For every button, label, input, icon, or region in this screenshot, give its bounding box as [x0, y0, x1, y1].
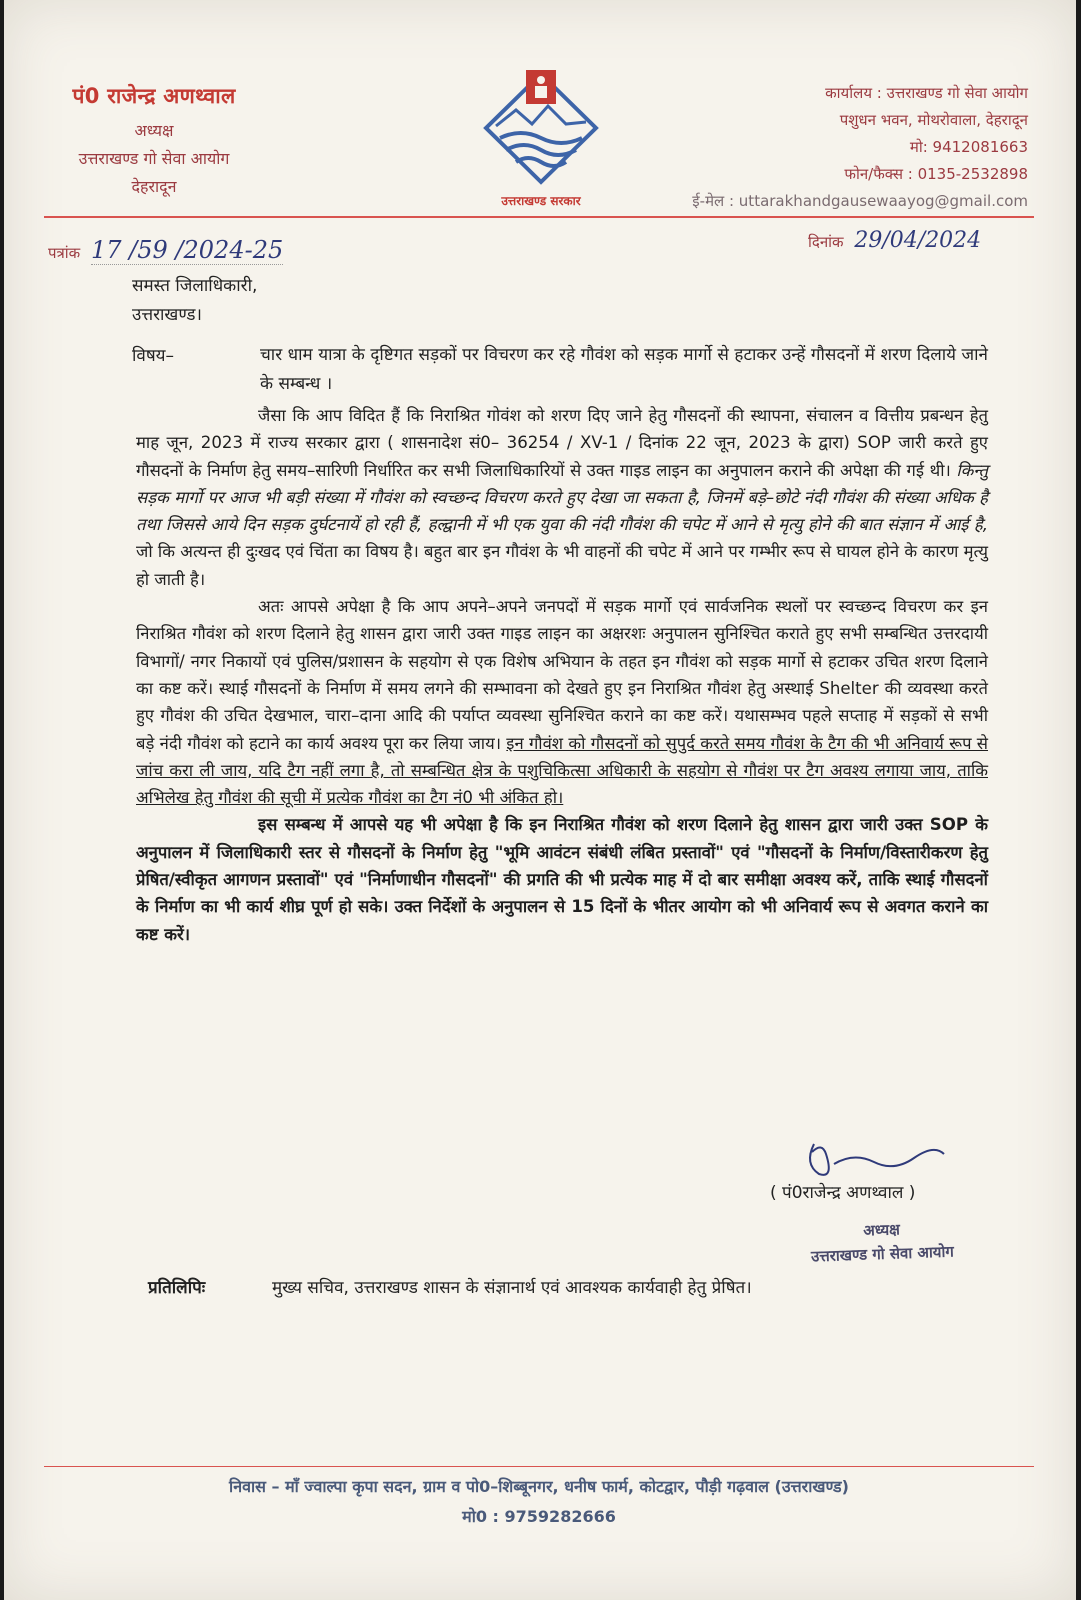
emblem-logo-icon [466, 66, 616, 190]
header-divider [44, 216, 1034, 218]
sender-org: उत्तराखण्ड गो सेवा आयोग [78, 149, 230, 168]
paragraph-3 [136, 811, 988, 947]
footer-residence: निवास – माँ ज्वाल्पा कृपा सदन, ग्राम व पो0–शिब्बूनगर, धनीष फार्म, कोटद्वार, पौड़ी गढ़वाल (उत्तराखण्ड) [229, 1477, 849, 1496]
emblem-caption: उत्तराखण्ड सरकार [501, 194, 581, 208]
uttarakhand-emblem [466, 66, 616, 216]
sender-name: पं0 राजेन्द्र अणथ्वाल [72, 84, 236, 108]
p1-text-a: जैसा कि आप विदित हैं कि निराश्रित गोवंश को शरण दिए जाने हेतु गौसदनों की स्थापना, संचालन व वित्तीय प्रबन्धन हेतु माह जून, 2023 में राज्य सरकार द्वारा ( शासनादेश सं0– 36254 / XV-1 / दिनांक 22 जून, 2023 के द्वारा) SOP जारी करते हुए गौसदनों के निर्माण हेतु समय–सारिणी निर्धारित कर सभी जिलाधिकारियों से उक्त गाइड लाइन का अनुपालन कराने की अपेक्षा की गई थी। [136, 406, 988, 480]
p1-text-c: जो कि अत्यन्त ही दुःखद एवं चिंता का विषय है। बहुत बार इन गौवंश के भी वाहनों की चपेट में आने पर गम्भीर रूप से घायल होने के कारण मृत्यु हो जाती है। [136, 542, 988, 589]
patrank-label: पत्रांक [48, 244, 81, 262]
paragraph-1 [136, 402, 988, 593]
stamp-line1: अध्यक्ष [862, 1220, 901, 1240]
cc-label: प्रतिलिपिः [148, 1278, 206, 1298]
subject-text: चार धाम यात्रा के दृष्टिगत सड़कों पर विचरण कर रहे गौवंश को सड़क मार्गो से हटाकर उन्हें गौसदनों में शरण दिलाये जाने के सम्बन्ध । [260, 345, 988, 394]
p3-text-bold: इस सम्बन्ध में आपसे यह भी अपेक्षा है कि इन निराश्रित गौवंश को शरण दिलाने हेतु शासन द्वारा जारी उक्त SOP के अनुपालन में जिलाधिकारी स्तर से गौसदनों के निर्माण हेतु "भूमि आवंटन संबंधी लंबित प्रस्तावों" एवं "गौसदनों के निर्माण/विस्तारीकरण हेतु प्रेषित/स्वीकृत आगणन प्रस्तावों" एवं "निर्माणाधीन गौसदनों" की प्रगति की भी प्रत्येक माह में दो बार समीक्षा अवश्य करें, ताकि स्थाई गौसदनों के निर्माण का भी कार्य शीघ्र पूर्ण हो सके। उक्त निर्देशों के अनुपालन से 15 दिनों के भीतर आयोग को भी अनिवार्य रूप से अवगत कराने का कष्ट करें। [136, 815, 988, 944]
reference-number [48, 236, 283, 264]
footer-mobile: मो0 : 9759282666 [462, 1507, 616, 1526]
office-contact-block [688, 80, 1028, 215]
designation-stamp [781, 1215, 983, 1270]
sender-designation: अध्यक्ष [134, 121, 174, 140]
date-label: दिनांक [808, 233, 844, 251]
patrank-value: 17 /59 /2024-25 [91, 236, 284, 264]
date-value: 29/04/2024 [854, 228, 982, 253]
p2-text-a: अतः आपसे अपेक्षा है कि आप अपने–अपने जनपदों में सड़क मार्गो एवं सार्वजनिक स्थलों पर स्वच्छन्द विचरण कर इन निराश्रित गौवंश को शरण दिलाने हेतु शासन द्वारा जारी उक्त गाइड लाइन का अक्षरशः अनुपालन सुनिश्चित कराते हुए सभी सम्बन्धित उत्तरदायी विभागों/ नगर निकायों एवं पुलिस/प्रशासन के सहयोग से एक विशेष अभियान के तहत इन गौवंश को सड़क मार्गो से हटाकर उचित शरण दिलाने का कष्ट करें। स्थाई गौसदनों के निर्माण में समय लगने की सम्भावना को देखते हुए इन निराश्रित गौवंश हेतु अस्थाई Shelter की व्यवस्था करते हुए गौवंश की उचित देखभाल, चारा–दाना आदि की पर्याप्त व्यवस्था सुनिश्चित कराने का कष्ट करें। यथासम्भव पहले सप्ताह में सड़कों से सभी बड़े नंदी गौवंश को हटाने का कार्य अवश्य पूरा कर लिया जाय। [136, 597, 988, 753]
office-phone-fax: फोन/फैक्स : 0135-2532898 [844, 165, 1028, 183]
signature-scribble-icon [764, 1134, 974, 1184]
signatory-name: ( पं0राजेन्द्र अणथ्वाल ) [770, 1183, 916, 1203]
p1-text-b-italic: किन्तु सड़क मार्गो पर आज भी बड़ी संख्या में गौवंश को स्वच्छन्द विचरण करते हुए देखा जा सकता है, जिनमें बड़े–छोटे नंदी गौवंश की संख्या अधिक है तथा जिससे आये दिन सड़क दुर्घटनायें हो रही हैं, हल्द्वानी में भी एक युवा की नंदी गौवंश की चपेट में आने से मृत्यु होने की बात संज्ञान में आई है, [136, 460, 988, 535]
p2-text-b-underlined: इन गौवंश को गौसदनों को सुपुर्द करते समय गौवंश के टैग की भी अनिवार्य रूप से जांच करा ली जाय, यदि टैग नहीं लगा है, तो सम्बन्धित क्षेत्र के पशुचिकित्सा अधिकारी के सहयोग से गौवंश पर टैग अवश्य लगाया जाय, ताकि अभिलेख हेतु गौवंश की सूची में प्रत्येक गौवंश का टैग नं0 भी अंकित हो। [136, 733, 989, 808]
footer-divider [44, 1466, 1034, 1467]
paragraph-2 [136, 593, 988, 811]
addressee [132, 272, 257, 330]
signature [764, 1134, 974, 1184]
letter-date [808, 228, 981, 253]
office-email: ई-मेल : uttarakhandgausewaayog@gmail.com [692, 192, 1028, 210]
addressee-line2: उत्तराखण्ड। [132, 305, 202, 325]
sender-block [44, 82, 264, 197]
letter-body [136, 402, 988, 948]
sender-city: देहरादून [131, 177, 177, 196]
addressee-line1: समस्त जिलाधिकारी, [132, 276, 258, 296]
office-mobile: मो: 9412081663 [909, 138, 1028, 156]
office-name: कार्यालय : उत्तराखण्ड गो सेवा आयोग [825, 84, 1028, 102]
office-address: पशुधन भवन, मोथरोवाला, देहरादून [839, 111, 1028, 129]
stamp-line2: उत्तराखण्ड गो सेवा आयोग [810, 1242, 955, 1266]
subject-label: विषय– [132, 346, 175, 366]
letter-sheet [4, 0, 1076, 1600]
cc-text: मुख्य सचिव, उत्तराखण्ड शासन के संज्ञानार्थ एवं आवश्यक कार्यवाही हेतु प्रेषित। [272, 1278, 752, 1298]
